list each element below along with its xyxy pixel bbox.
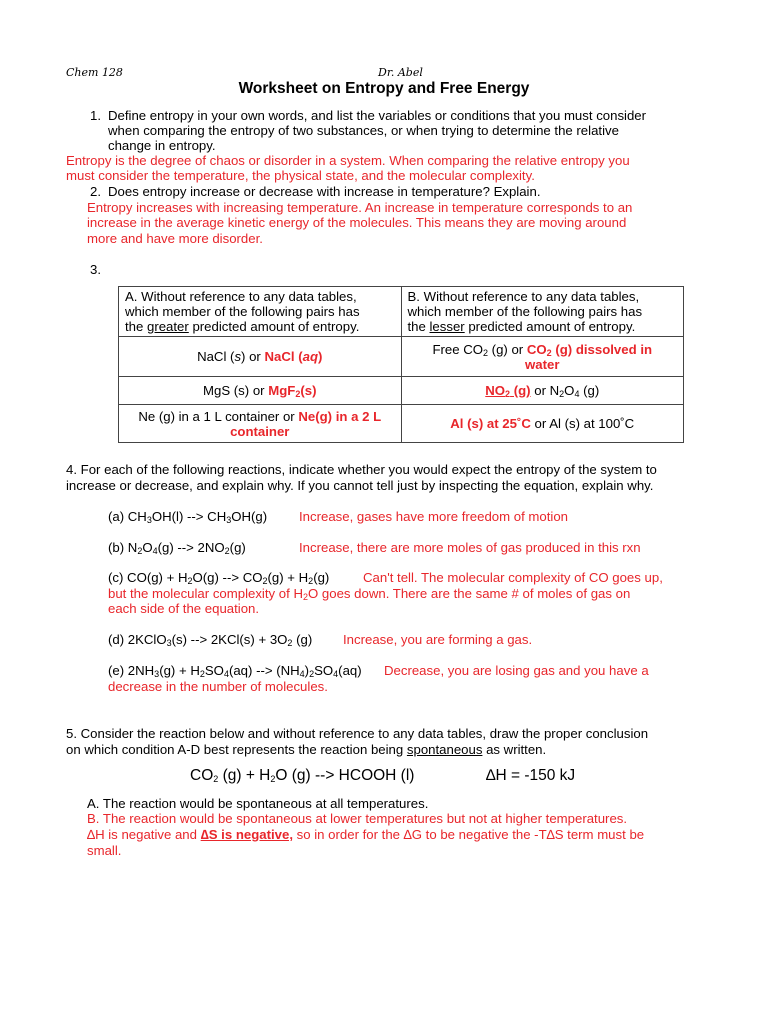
q4e-equation: (e) $2NH_3(g) + H_2SO_4(aq)$ --> $(NH_4)_2SO_4(aq)$ <box>108 663 362 679</box>
q5-reaction: $CO_2$ $(g) + H_2O$ (g) --> HCOOH (l) <box>190 767 415 784</box>
q3-row3-b <box>401 405 684 443</box>
course-label: Chem 128 <box>66 66 123 79</box>
q5-intro-2 <box>66 742 546 757</box>
q5-explanation-1 <box>87 827 644 842</box>
q5-expl1b: ∆S is negative, <box>200 827 293 842</box>
row1a-text2: ) or <box>241 349 265 364</box>
row2b-sub2: 2 <box>559 389 565 399</box>
q2-text: Does entropy increase or decrease with increase in temperature? Explain. <box>108 184 541 199</box>
q4c-answer-3: each side of the equation. <box>108 601 260 616</box>
q1-number: 1. <box>90 108 101 123</box>
row2a-ans2: (s) <box>300 383 317 398</box>
row1b-text1: Free CO <box>432 341 483 357</box>
row3b-ans: Al (s) at 25˚C <box>450 416 531 431</box>
q2-answer-1: Entropy increases with increasing temperature. An increase in temperature corresponds to an <box>87 200 633 215</box>
q4c-answer-2: but the molecular complexity of $H_2O$ goes down. There are the same # of moles of gas on <box>108 586 631 602</box>
q3-header-b-line3b: predicted amount of entropy. <box>464 319 636 334</box>
row1a-answer <box>265 349 323 364</box>
q4b-equation: (b) $N_2O_4(g)$ --> $2NO_2(g)$ <box>108 540 246 556</box>
q3-number: 3. <box>90 262 101 277</box>
row1b-ans3: water <box>525 356 560 372</box>
q5-intro-2b: as written. <box>482 742 547 757</box>
q5-option-a: A. The reaction would be spontaneous at all temperatures. <box>87 796 429 811</box>
row2b-text1: or N <box>530 383 560 398</box>
q3-header-b <box>401 287 684 337</box>
q5-delta-h: ∆H = -150 kJ <box>486 767 576 784</box>
row3b-text: or Al (s) at 100˚C <box>530 416 635 431</box>
row2b-sub3: 4 <box>574 389 580 399</box>
row3a-ans2: container <box>230 423 290 439</box>
row2b-answer <box>485 383 530 398</box>
row2b-text3: (g) <box>579 383 600 398</box>
row3a-ans: Ne(g) in a 2 L <box>298 408 382 424</box>
q3-row3-a <box>119 405 402 443</box>
row1a-state: s <box>234 349 242 364</box>
q3-header-a-line3b: predicted amount of entropy. <box>188 319 360 334</box>
q3-header-a-line3a: the <box>125 319 147 334</box>
q5-intro-2a: on which condition A-D best represents the reaction being <box>66 742 407 757</box>
q4c-answer-1: Can't tell. The molecular complexity of CO goes up, <box>363 570 663 585</box>
page-title: Worksheet on Entropy and Free Energy <box>238 80 530 97</box>
row2b-sub: 2 <box>505 389 511 399</box>
q1-answer-1: Entropy is the degree of chaos or disorder in a system. When comparing the relative entropy you <box>66 153 630 168</box>
q4a-answer: Increase, gases have more freedom of motion <box>299 509 569 524</box>
q4c-equation: (c) $CO(g) + H_2O(g)$ --> $CO_2(g) + H_2(g)$ <box>108 570 330 586</box>
q3-row2-a <box>119 377 402 405</box>
q2-answer-3: more and have more disorder. <box>87 231 263 246</box>
q3-header-b-line1: B. Without reference to any data tables, <box>407 289 640 304</box>
q3-row2-b <box>401 377 684 405</box>
row2a-sub: 2 <box>295 389 301 399</box>
q3-header-a <box>119 287 402 337</box>
q5-expl1a: ∆H is negative and <box>87 827 201 842</box>
row1b-text2: (g) or <box>488 341 527 357</box>
q2-number: 2. <box>90 184 101 199</box>
row1a-aq: aq <box>302 349 318 364</box>
q5-spontaneous: spontaneous <box>406 742 483 757</box>
q5-expl1c: so in order for the ∆G to be negative the -T∆S term must be <box>293 827 645 842</box>
row1b-answer: $CO_2$ (g) dissolved in water <box>525 341 653 372</box>
q3-header-a-line1: A. Without reference to any data tables, <box>125 289 357 304</box>
q5-option-b: B. The reaction would be spontaneous at lower temperatures but not at higher temperatures. <box>87 811 628 826</box>
q4e-answer-1: Decrease, you are losing gas and you have a <box>384 663 649 678</box>
row1a-close: ) <box>318 349 323 364</box>
row2a-text: MgS (s) or <box>203 383 269 398</box>
q1-line-1: Define entropy in your own words, and list the variables or conditions that you must consider <box>108 108 647 123</box>
row1b-ans1: CO <box>526 341 547 357</box>
row1b-sub: 2 <box>483 347 489 358</box>
row2b-ans: NO <box>485 383 506 398</box>
q4-intro-1: 4. For each of the following reactions, indicate whether you would expect the entropy of the system to <box>66 462 657 477</box>
q2-answer-2: increase in the average kinetic energy of the molecules. This means they are moving around <box>87 215 627 230</box>
q1-line-2: when comparing the entropy of two substances, or when trying to determine the relative <box>108 123 619 138</box>
q4a-equation: (a) $CH_3OH(l)$ --> $CH_3OH(g)$ <box>108 509 268 525</box>
row2a-answer <box>268 383 316 398</box>
q4d-equation: (d) 2KClO$_3$(s) --> $2KCl(s) + 3O_2$ (g) <box>108 632 313 648</box>
q3-header-b-line3a: the <box>407 319 430 334</box>
row2b-text2: O <box>564 383 575 398</box>
instructor-label: Dr. Abel <box>378 66 423 79</box>
row1a-text1: NaCl ( <box>197 349 235 364</box>
q5-intro-1: 5. Consider the reaction below and without reference to any data tables, draw the proper conclusion <box>66 726 649 741</box>
q3-header-a-greater: greater <box>147 319 189 334</box>
row1a-ans: NaCl ( <box>264 349 303 364</box>
q3-header-b-line2: which member of the following pairs has <box>407 304 643 319</box>
q4-intro-2: increase or decrease, and explain why. If you cannot tell just by inspecting the equation, explain why. <box>66 478 654 493</box>
q1-answer-2: must consider the temperature, the physical state, and the molecular complexity. <box>66 168 535 183</box>
q3-row1-a <box>119 337 402 377</box>
q4d-answer: Increase, you are forming a gas. <box>343 632 533 647</box>
q4e-answer-2: decrease in the number of molecules. <box>108 679 328 694</box>
row2a-ans: MgF <box>268 383 296 398</box>
row2b-ans2: (g) <box>510 383 531 398</box>
row1b-ans2: (g) dissolved in <box>551 341 653 357</box>
q3-row1-b <box>401 337 684 377</box>
q3-header-b-lesser: lesser <box>429 319 465 334</box>
q3-table <box>118 286 684 443</box>
q4b-answer: Increase, there are more moles of gas produced in this rxn <box>299 540 641 555</box>
q5-explanation-2: small. <box>87 843 122 858</box>
q3-header-a-line2: which member of the following pairs has <box>125 304 360 319</box>
row3a-text: Ne (g) in a 1 L container or <box>138 408 299 424</box>
q1-line-3: change in entropy. <box>108 138 216 153</box>
